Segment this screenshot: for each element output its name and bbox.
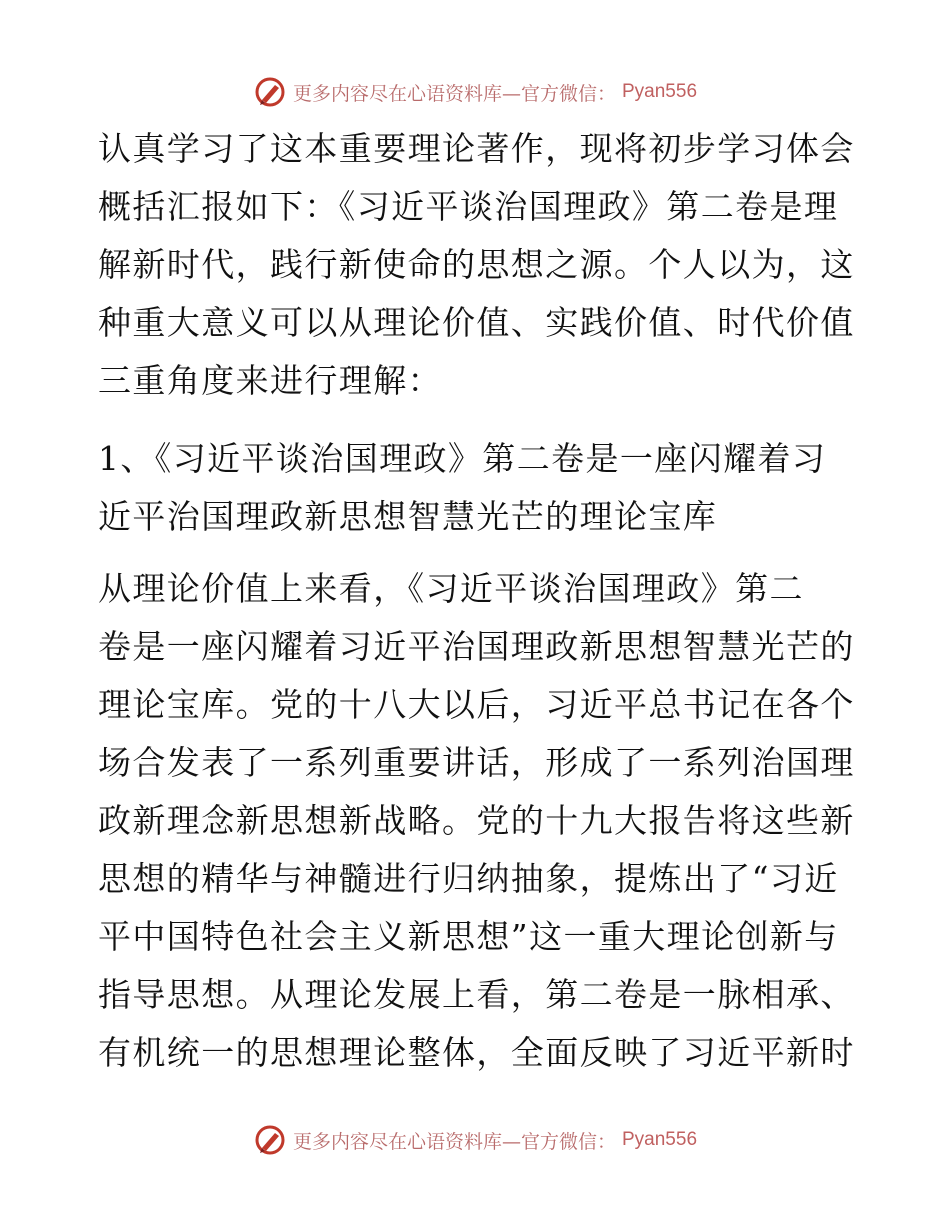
paragraph-intro: 认真学习了这本重要理论著作，现将初步学习体会 概括汇报如下：《习近平谈治国理政》第二卷是理 解新时代，践行新使命的思想之源。个人以为，这 种重大意义可以从理论价值、实践价值、时代价值 三重角度来进行理解： <box>98 129 855 400</box>
header-banner-text: 更多内容尽在心语资料库—官方微信： <box>292 82 616 105</box>
pen-logo-icon <box>253 1123 287 1157</box>
header-wechat-id: Pyan556 <box>622 81 698 102</box>
header-banner <box>0 72 950 112</box>
footer-banner <box>0 1120 950 1160</box>
footer-banner-text: 更多内容尽在心语资料库—官方微信： <box>292 1130 616 1153</box>
document-body <box>98 120 858 1082</box>
footer-wechat-id: Pyan556 <box>622 1129 698 1150</box>
paragraph-theory-value: 从理论价值上来看，《习近平谈治国理政》第二 卷是一座闪耀着习近平治国理政新思想智慧光芒的 理论宝库。党的十八大以后，习近平总书记在各个 场合发表了一系列重要讲话，形成了一系列治国理 政新理念新思想新战略。党的十九大报告将这些新 思想的精华与神髓进行归纳抽象，提炼出了“习近 平中国特色社会主义新思想”这一重大理论创新与 指导思想。从理论发展上看，第二卷是一脉相承、 有机统一的思想理论整体，全面反映了习近平新时 <box>98 569 855 1072</box>
section-heading-1: 1、《习近平谈治国理政》第二卷是一座闪耀着习 近平治国理政新思想智慧光芒的理论宝库 <box>98 439 827 536</box>
pen-logo-icon <box>253 75 287 109</box>
